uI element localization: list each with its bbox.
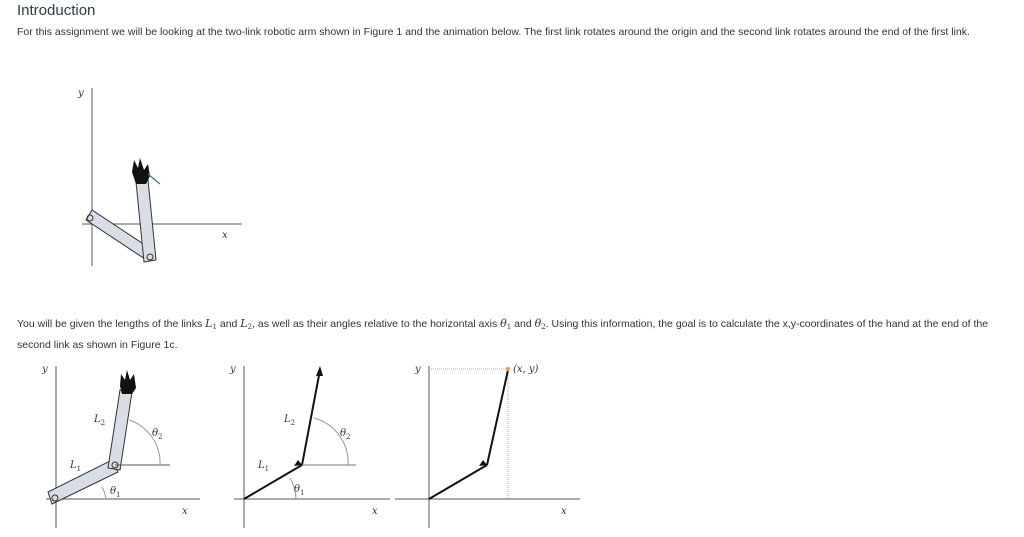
link-2 (108, 390, 132, 470)
joint-arrow (294, 460, 302, 466)
x-axis-label: x (561, 506, 567, 517)
y-axis-label: y (415, 364, 421, 375)
end-point (506, 367, 510, 371)
hand-icon (132, 158, 160, 184)
theta2-arc (129, 420, 160, 465)
L2-symbol: $L_2$ (240, 317, 253, 331)
section-heading: Introduction (17, 2, 96, 19)
x-axis-label: x (222, 230, 228, 241)
theta1-label: $\theta_1$ (294, 484, 305, 497)
given-paragraph: You will be given the lengths of the links $L_1$ and $L_2$, as well as their angles relative to the horizontal axis $\theta_1$ and $\theta_2$. Using this information, the goal is to calculate the x,y-coordinates of the hand at the end of the second link as shown in Figure 1c. (17, 317, 989, 351)
y-axis-label: y (230, 364, 236, 375)
x-axis-label: x (372, 506, 378, 517)
y-axis-label: y (78, 88, 84, 99)
L2-label: $L_2$ (94, 414, 106, 427)
link-2-line (487, 370, 508, 465)
figure-1b (210, 360, 400, 530)
theta1-symbol: $\theta_1$ (500, 317, 512, 331)
theta2-label: $\theta_2$ (152, 428, 163, 441)
point-label: (x, y) (513, 364, 539, 375)
L1-symbol: $L_1$ (205, 317, 217, 331)
figure-1c (395, 360, 595, 530)
theta2-label: $\theta_2$ (340, 428, 351, 441)
theta1-label: $\theta_1$ (110, 486, 121, 499)
L1-label: $L_1$ (70, 460, 82, 473)
theta2-arc (314, 418, 348, 465)
theta1-arc (102, 487, 106, 499)
L1-label: $L_1$ (258, 460, 270, 473)
x-axis-label: x (182, 506, 188, 517)
link-1 (48, 460, 118, 504)
figure-1a (20, 360, 210, 530)
link-2-line (302, 370, 320, 465)
intro-paragraph: For this assignment we will be looking at the two-link robotic arm shown in Figure 1 and the animation below. The first link rotates around the origin and the second link rotates around the end of the first link. (17, 26, 970, 38)
figure-arm-top (60, 80, 320, 280)
y-axis-label: y (42, 364, 48, 375)
arrow-head (316, 366, 323, 376)
theta2-symbol: $\theta_2$ (534, 317, 546, 331)
hand-icon (120, 370, 136, 394)
L2-label: $L_2$ (284, 414, 296, 427)
link-1-line (429, 465, 487, 499)
joint-arrow (479, 460, 487, 466)
